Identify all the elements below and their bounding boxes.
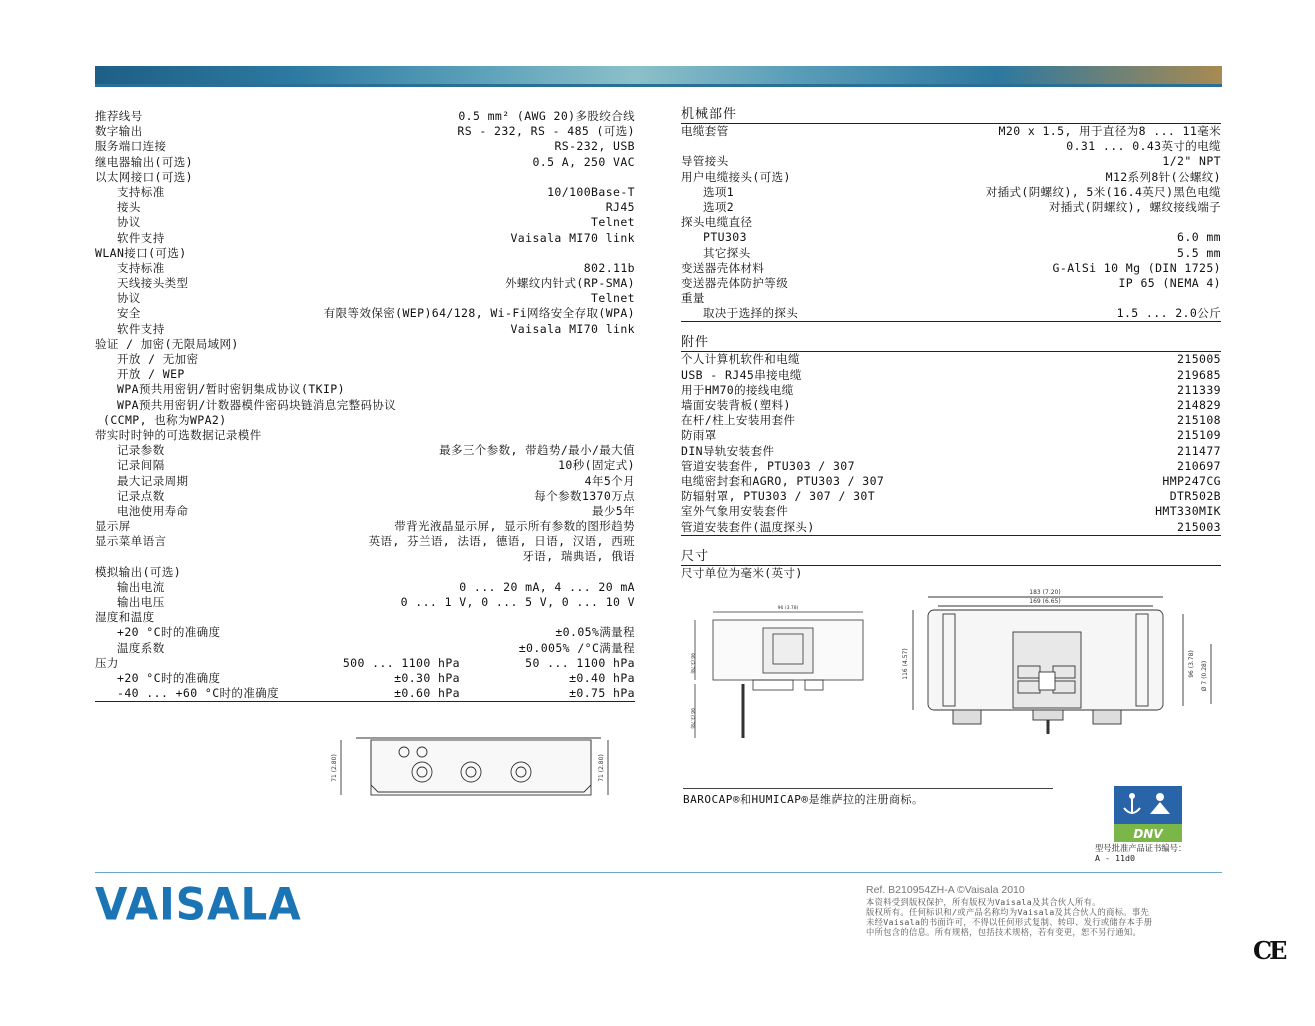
spec-row	[95, 398, 635, 413]
accessory-row-label: DIN导轨安装套件	[681, 443, 775, 458]
spec-row-value: 4年5个月	[584, 473, 635, 488]
spec-row	[95, 200, 635, 215]
mech-row	[681, 124, 1221, 139]
accessory-row-label: 室外气象用安装套件	[681, 504, 789, 519]
dimensions-subtitle: 尺寸单位为毫米(英寸)	[681, 565, 803, 580]
dnv-text: DNV	[1133, 827, 1163, 841]
mech-row-label: 重量	[681, 291, 705, 306]
dimensions-heading: 尺寸	[681, 548, 1221, 566]
spec-row-label: 支持标准	[117, 184, 165, 199]
accessory-row-value: 219685	[1177, 367, 1221, 382]
accessory-row	[681, 398, 1221, 413]
accessory-row-label: 墙面安装背板(塑料)	[681, 398, 791, 412]
fine-line: 版权所有。任何标识和/或产品名称均为Vaisala及其合伙人的商标。事先	[866, 907, 1150, 917]
spec-row-value: 外螺纹内针式(RP-SMA)	[505, 276, 635, 291]
spec-row-label: 显示菜单语言	[95, 534, 167, 549]
spec-row-value: 802.11b	[583, 260, 635, 275]
accessory-row-value: 215108	[1177, 413, 1221, 428]
accessory-row	[681, 383, 1221, 398]
mech-row-value: 对插式(阴螺纹), 螺纹接线端子	[1048, 199, 1221, 214]
spec-row-value: 英语, 芬兰语, 法语, 德语, 日语, 汉语, 西班	[368, 534, 635, 549]
spec-row	[95, 549, 635, 564]
pressure-row	[95, 671, 635, 686]
spec-row-label: 开放 / WEP	[117, 367, 185, 382]
mech-row	[681, 185, 1221, 200]
mech-row	[681, 200, 1221, 215]
accessory-row	[681, 459, 1221, 474]
fine-line: 未经Vaisala的书面许可，不得以任何形式复制、转印、发行或储存本手册	[866, 917, 1153, 927]
pressure-barometer1: ±0.60 hPa	[394, 686, 460, 701]
spec-row-label: 接头	[117, 200, 141, 215]
accessory-row-value: 215109	[1177, 428, 1221, 443]
copyright-fine-print	[866, 897, 1226, 937]
spec-row-value: ±0.005% /°C满量程	[518, 640, 635, 655]
spec-row	[95, 489, 635, 504]
spec-row-value: 最多三个参数, 带趋势/最小/最大值	[439, 443, 635, 458]
spec-row-label: 记录间隔	[117, 458, 165, 473]
spec-row	[95, 155, 635, 170]
spec-row	[95, 610, 635, 625]
mech-row-value: 0.31 ... 0.43英寸的电缆	[1066, 139, 1221, 154]
accessory-row-value: HMT330MIK	[1155, 504, 1221, 519]
spec-row-value: ±0.05%满量程	[555, 625, 635, 640]
side-dim-h1: 96 (3.78)	[689, 653, 694, 674]
cert-number	[1095, 843, 1186, 863]
pressure-barometer1: 500 ... 1100 hPa	[342, 655, 460, 670]
mech-row-value: 对插式(阴螺纹), 5米(16.4英尺)黑色电缆	[985, 184, 1221, 199]
spec-row	[95, 443, 635, 458]
mech-row-label: 电缆套管	[681, 124, 729, 138]
pressure-label: +20 °C时的准确度	[117, 670, 221, 685]
spec-row-value: 10秒(固定式)	[558, 458, 635, 473]
accessory-row-value: DTR502B	[1169, 489, 1221, 504]
spec-row-value: 10/100Base-T	[547, 184, 635, 199]
spec-row-label: 服务端口连接	[95, 139, 167, 154]
spec-row-label: WPA预共用密钥/计数器模件密码块链消息完整码协议	[117, 397, 397, 412]
spec-row	[95, 641, 635, 656]
mech-row	[681, 170, 1221, 185]
accessory-row-label: 防雨罩	[681, 428, 717, 443]
spec-row	[95, 185, 635, 200]
spec-row	[95, 474, 635, 489]
mech-row-value: 5.5 mm	[1177, 245, 1221, 260]
spec-row	[95, 306, 635, 321]
mech-row	[681, 154, 1221, 169]
spec-row-label: WLAN接口(可选)	[95, 245, 187, 260]
spec-row-value: 牙语, 瑞典语, 俄语	[522, 549, 635, 564]
spec-row-label: 带实时时钟的可选数据记录模件	[95, 427, 262, 442]
spec-row-label: 推荐线号	[95, 109, 143, 123]
pressure-barometer2: 50 ... 1100 hPa	[525, 655, 635, 670]
spec-row-label: 输出电压	[117, 595, 165, 609]
spec-row	[95, 276, 635, 291]
left-spec-table	[95, 109, 635, 656]
spec-row	[95, 215, 635, 230]
side-view-drawing	[683, 598, 883, 748]
spec-row	[95, 413, 635, 428]
accessory-row	[681, 474, 1221, 489]
mech-row-value: M12系列8针(公螺纹)	[1105, 169, 1221, 184]
spec-row-value: RJ45	[605, 200, 635, 215]
spec-row	[95, 109, 635, 124]
accessory-row-value: 214829	[1177, 398, 1221, 412]
spec-row-label: 模拟输出(可选)	[95, 564, 182, 579]
spec-row-label: 最大记录周期	[117, 473, 189, 488]
spec-row-label: 以太网接口(可选)	[95, 169, 193, 184]
mech-row-value: G-AlSi 10 Mg (DIN 1725)	[1052, 260, 1221, 275]
spec-row	[95, 519, 635, 534]
spec-row-value: 0.5 A, 250 VAC	[532, 154, 635, 169]
mech-row-label: PTU303	[703, 230, 747, 245]
spec-row-label: 记录参数	[117, 443, 165, 458]
accessory-row-value: 211339	[1177, 382, 1221, 397]
accessory-row	[681, 444, 1221, 459]
accessories-heading: 附件	[681, 334, 1221, 352]
pressure-row	[95, 686, 635, 701]
spec-row-value: 0 ... 20 mA, 4 ... 20 mA	[459, 579, 635, 594]
footer-rule	[95, 872, 1222, 873]
cert-line-1: 型号批准产品证书编号：	[1095, 843, 1187, 853]
spec-row	[95, 580, 635, 595]
accessories-table	[681, 352, 1221, 535]
spec-row-label: 软件支持	[117, 321, 165, 336]
spec-row-label: 记录点数	[117, 488, 165, 503]
spec-row-label: 协议	[117, 215, 141, 230]
trademark-note: BAROCAP®和HUMICAP®是维萨拉的注册商标。	[683, 788, 1053, 807]
spec-row	[95, 504, 635, 519]
spec-row	[95, 428, 635, 443]
spec-row-label: 继电器输出(可选)	[95, 154, 193, 169]
spec-row-label: 数字输出	[95, 124, 143, 139]
spec-row-value: Telnet	[591, 215, 635, 230]
spec-row-value: 带背光液晶显示屏, 显示所有参数的图形趋势	[394, 519, 635, 534]
spec-row	[95, 534, 635, 549]
front-dim-top: 183 (7.20)	[1029, 589, 1061, 596]
mech-row-label: 变送器壳体材料	[681, 260, 765, 275]
accessory-row-value: 211477	[1177, 443, 1221, 458]
mech-row-label: 取决于选择的探头	[703, 306, 799, 321]
spec-row-label: 温度系数	[117, 640, 165, 655]
mech-row	[681, 215, 1221, 230]
mech-row	[681, 306, 1221, 321]
spec-row	[95, 139, 635, 154]
front-dim-side1: 96 (3.78)	[1188, 650, 1195, 678]
accessory-row	[681, 504, 1221, 519]
spec-row-label: 安全	[117, 306, 141, 321]
dnv-cert-logo	[1114, 786, 1182, 842]
accessory-row-label: 在杆/柱上安装用套件	[681, 413, 796, 428]
spec-row	[95, 458, 635, 473]
spec-row	[95, 337, 635, 352]
spec-row-label: 协议	[117, 291, 141, 306]
accessory-row-value: 210697	[1177, 458, 1221, 473]
spec-row-label: 显示屏	[95, 519, 131, 534]
mech-row-label: 探头电缆直径	[681, 215, 753, 230]
accessory-row	[681, 368, 1221, 383]
accessory-row	[681, 520, 1221, 535]
mech-row-label: 变送器壳体防护等级	[681, 275, 789, 290]
mech-row	[681, 246, 1221, 261]
accessory-row-label: 管道安装套件(温度探头)	[681, 519, 815, 534]
spec-row-value: 有限等效保密(WEP)64/128, Wi-Fi网络安全存取(WPA)	[323, 306, 635, 321]
mech-row	[681, 230, 1221, 245]
spec-row	[95, 322, 635, 337]
mech-row-value: 1.5 ... 2.0公斤	[1116, 306, 1221, 321]
mech-row-label: 用户电缆接头(可选)	[681, 169, 791, 184]
spec-row-label: 支持标准	[117, 260, 165, 275]
side-dim-h2: 96 (3.78)	[689, 708, 694, 729]
spec-row	[95, 246, 635, 261]
mech-row	[681, 139, 1221, 154]
spec-row-label: 输出电流	[117, 579, 165, 594]
spec-row	[95, 367, 635, 382]
spec-row-value: 0.5 mm² (AWG 20)多股绞合线	[458, 109, 635, 123]
spec-row-value: Vaisala MI70 link	[510, 230, 635, 245]
pressure-row	[95, 656, 635, 671]
pressure-label: -40 ... +60 °C时的准确度	[117, 686, 280, 701]
mech-row	[681, 291, 1221, 306]
pressure-barometer1: ±0.30 hPa	[394, 670, 460, 685]
accessory-row-label: USB - RJ45串接电缆	[681, 367, 802, 382]
mech-row-value: 6.0 mm	[1177, 230, 1221, 245]
spec-row-label: (CCMP, 也称为WPA2)	[103, 412, 227, 427]
accessory-row-label: 管道安装套件, PTU303 / 307	[681, 458, 855, 473]
mech-row	[681, 276, 1221, 291]
spec-row	[95, 261, 635, 276]
spec-row	[95, 170, 635, 185]
spec-row	[95, 565, 635, 580]
spec-row-label: 天线接头类型	[117, 276, 189, 291]
spec-row-value: Telnet	[591, 291, 635, 306]
fine-line: 中所包含的信息。所有规格，包括技术规格，若有变更，恕不另行通知。	[866, 927, 1142, 937]
ce-mark: CE	[1253, 936, 1285, 965]
spec-row-value: 0 ... 1 V, 0 ... 5 V, 0 ... 10 V	[400, 595, 635, 609]
mech-spec-table	[681, 124, 1221, 322]
spec-row-label: +20 °C时的准确度	[117, 625, 221, 640]
accessory-row	[681, 413, 1221, 428]
mech-row-label: 选项2	[703, 199, 735, 214]
front-dim-inner: 169 (6.65)	[1029, 598, 1061, 605]
accessory-row-label: 个人计算机软件和电缆	[681, 352, 800, 367]
mech-row-value: 1/2" NPT	[1162, 154, 1221, 169]
cert-line-2: A - 11d0	[1095, 853, 1135, 863]
front-dim-height: 116 (4.57)	[902, 648, 909, 680]
spec-row-label: WPA预共用密钥/暂时密钥集成协议(TKIP)	[117, 382, 345, 397]
accessory-row	[681, 489, 1221, 504]
pressure-barometer2: ±0.40 hPa	[569, 670, 635, 685]
spec-row	[95, 231, 635, 246]
front-view-drawing	[893, 584, 1223, 774]
spec-row-label: 软件支持	[117, 230, 165, 245]
pressure-label: 压力	[95, 655, 119, 670]
fine-line: 本资料受到版权保护，所有版权为Vaisala及其合伙人所有。	[866, 897, 1101, 907]
bottom-dim-h1: 71 (2.80)	[331, 754, 338, 782]
spec-row-label: 开放 / 无加密	[117, 352, 199, 366]
mech-row-label: 导管接头	[681, 154, 729, 169]
accessory-row-label: 用于HM70的接线电缆	[681, 382, 794, 397]
side-dim-width: 96 (3.78)	[777, 606, 799, 611]
spec-row-value: RS-232, USB	[554, 139, 635, 154]
bottom-view-drawing	[326, 730, 616, 810]
accessory-row-label: 防辐射罩, PTU303 / 307 / 30T	[681, 489, 876, 504]
front-dim-side2: Ø 7 (0.28)	[1201, 660, 1208, 692]
accessory-row-value: 215005	[1177, 352, 1221, 367]
mech-row-label: 其它探头	[703, 245, 751, 260]
mech-heading: 机械部件	[681, 106, 1221, 124]
vaisala-logo: VAISALA	[95, 878, 302, 931]
left-spec-column	[95, 109, 635, 702]
spec-row	[95, 291, 635, 306]
accessory-row-value: 215003	[1177, 519, 1221, 534]
mech-row-label: 选项1	[703, 184, 735, 199]
mech-row-value: IP 65 (NEMA 4)	[1118, 275, 1221, 290]
pressure-spec-table	[95, 656, 635, 703]
spec-row-label: 电池使用寿命	[117, 503, 189, 518]
mech-row	[681, 261, 1221, 276]
accessory-row-label: 电缆密封套和AGRO, PTU303 / 307	[681, 473, 885, 488]
spec-row-value: Vaisala MI70 link	[510, 321, 635, 336]
accessory-row	[681, 352, 1221, 367]
spec-row-label: 验证 / 加密(无限局域网)	[95, 336, 239, 351]
header-banner	[95, 66, 1222, 84]
spec-row	[95, 124, 635, 139]
accessory-row-value: HMP247CG	[1162, 473, 1221, 488]
mech-row-value: M20 x 1.5, 用于直径为8 ... 11毫米	[998, 124, 1221, 138]
pressure-barometer2: ±0.75 hPa	[569, 686, 635, 701]
spec-row	[95, 595, 635, 610]
spec-row-label: 湿度和温度	[95, 610, 155, 625]
accessory-row	[681, 428, 1221, 443]
spec-row-value: 最少5年	[591, 503, 635, 518]
right-spec-column	[681, 106, 1221, 581]
spec-row	[95, 352, 635, 367]
spec-row-value: RS - 232, RS - 485 (可选)	[457, 124, 635, 139]
spec-row	[95, 382, 635, 397]
bottom-dim-h2: 71 (2.80)	[598, 754, 605, 782]
document-reference: Ref. B210954ZH-A ©Vaisala 2010	[866, 884, 1025, 896]
spec-row-value: 每个参数1370万点	[534, 488, 635, 503]
spec-row	[95, 625, 635, 640]
